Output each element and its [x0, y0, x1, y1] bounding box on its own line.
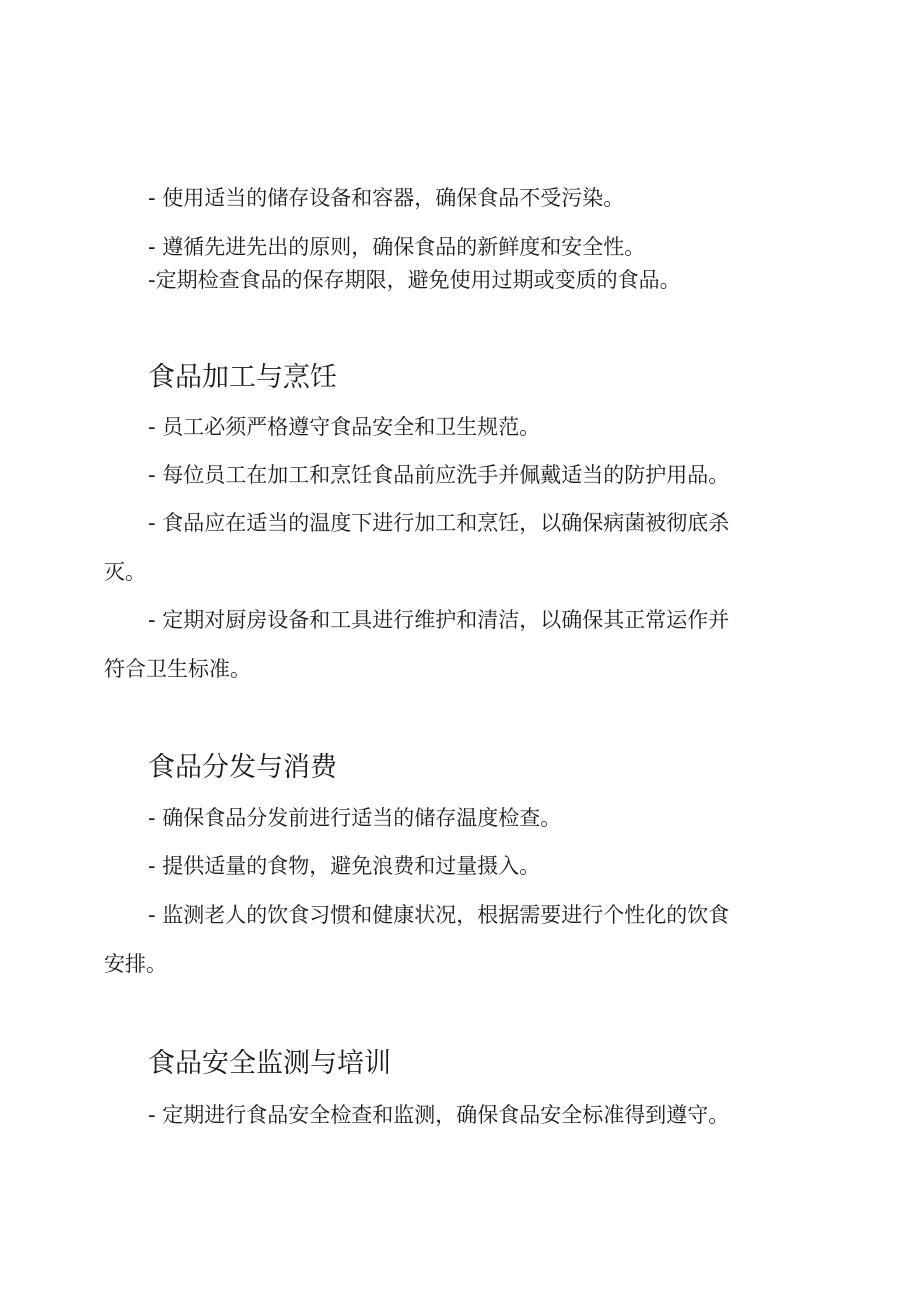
distribution-item-1: - 确保食品分发前进行适当的储存温度检查。 — [148, 806, 562, 830]
section-heading-processing: 食品加工与烹饪 — [148, 362, 337, 393]
distribution-item-3: - 监测老人的饮食习惯和健康状况，根据需要进行个性化的饮食 — [148, 903, 730, 927]
processing-item-3-cont: 灭。 — [104, 560, 146, 584]
distribution-item-3-cont: 安排。 — [104, 952, 167, 976]
monitoring-item-1: - 定期进行食品安全检查和监测，确保食品安全标准得到遵守。 — [148, 1103, 730, 1127]
section-heading-monitoring: 食品安全监测与培训 — [148, 1048, 391, 1079]
processing-item-3: - 食品应在适当的温度下进行加工和烹饪，以确保病菌被彻底杀 — [148, 511, 730, 535]
processing-item-2: - 每位员工在加工和烹饪食品前应洗手并佩戴适当的防护用品。 — [148, 463, 730, 487]
storage-item-3: -定期检查食品的保存期限，避免使用过期或变质的食品。 — [148, 268, 681, 292]
section-heading-distribution: 食品分发与消费 — [148, 752, 337, 783]
processing-item-1: - 员工必须严格遵守食品安全和卫生规范。 — [148, 415, 541, 439]
storage-item-1: - 使用适当的储存设备和容器，确保食品不受污染。 — [148, 186, 625, 210]
processing-item-4-cont: 符合卫生标准。 — [104, 657, 251, 681]
storage-item-2: - 遵循先进先出的原则，确保食品的新鲜度和安全性。 — [148, 235, 646, 259]
processing-item-4: - 定期对厨房设备和工具进行维护和清洁，以确保其正常运作并 — [148, 608, 730, 632]
distribution-item-2: - 提供适量的食物，避免浪费和过量摄入。 — [148, 854, 541, 878]
